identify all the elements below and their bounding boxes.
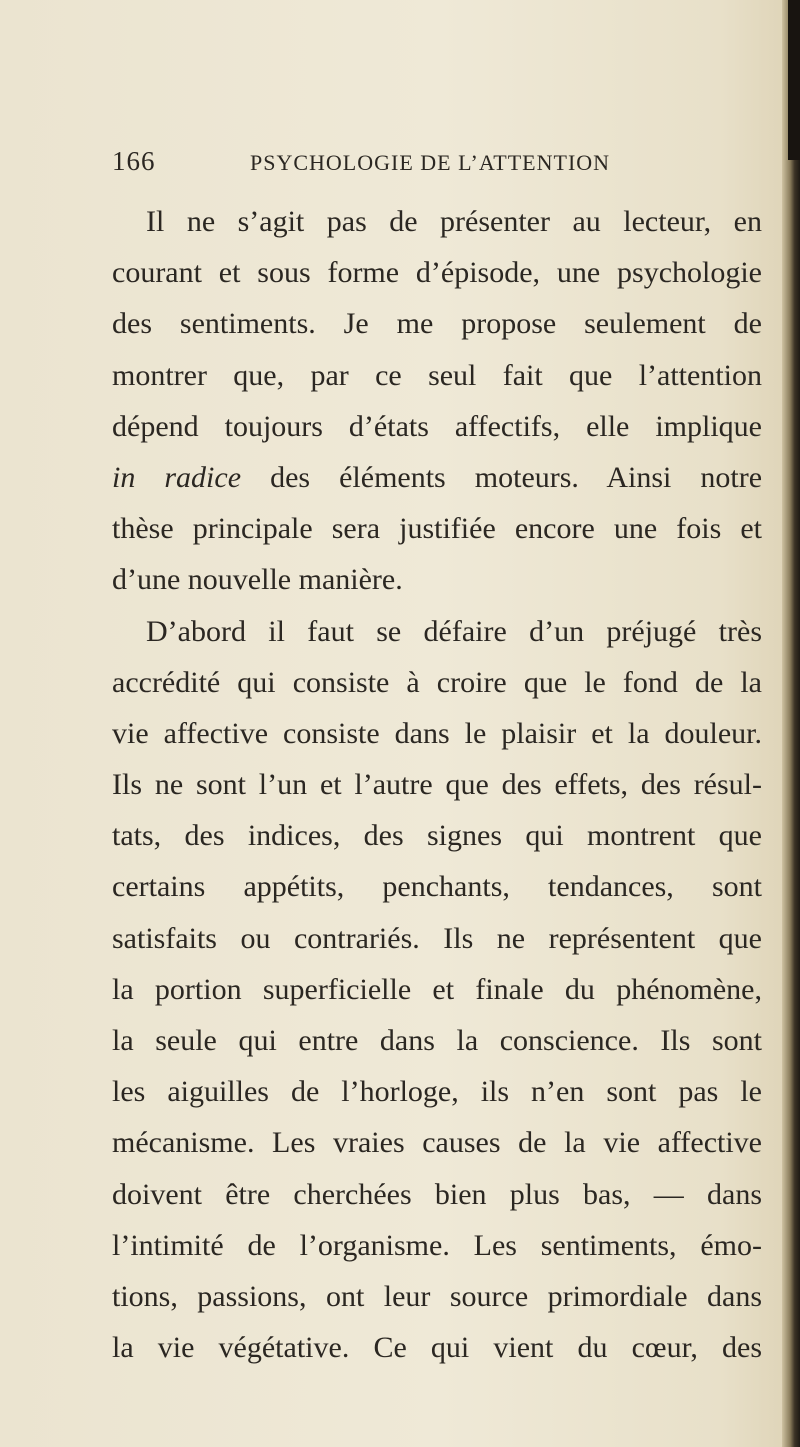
text-line: mécanisme. Les vraies causes de la vie affective [112,1126,762,1160]
italic-phrase: in radice [112,460,242,494]
paragraph-1 [112,196,762,606]
text-line: la vie végétative. Ce qui vient du cœur, des [112,1331,762,1365]
page-number: 166 [112,146,156,176]
text-line: montrer que, par ce seul fait que l’attention [112,358,762,392]
text-line: Ils ne sont l’un et l’autre que des effets, des résul- [112,768,762,802]
text-line: les aiguilles de l’horloge, ils n’en sont pas le [112,1075,762,1109]
text-line: D’abord il faut se défaire d’un préjugé très [146,614,762,648]
text-line: courant et sous forme d’épisode, une psychologie [112,256,762,290]
text-line: satisfaits ou contrariés. Ils ne représentent que [112,921,762,955]
text-line: la seule qui entre dans la conscience. Ils sont [112,1024,762,1057]
text-line: d’une nouvelle manière. [112,563,403,597]
running-title: PSYCHOLOGIE DE L’ATTENTION [250,150,611,175]
text-line: Il ne s’agit pas de présenter au lecteur, en [146,205,762,238]
running-head [112,146,762,180]
page-binding-shadow [788,0,800,160]
text-line: thèse principale sera justifiée encore une fois et [112,512,762,546]
text-line: tats, des indices, des signes qui montrent que [112,819,762,853]
text-line: la portion superficielle et finale du phénomène, [112,972,762,1006]
text-line: des sentiments. Je me propose seulement de [112,307,762,341]
text-line: l’intimité de l’organisme. Les sentiments, émo- [112,1228,762,1262]
text-line: certains appétits, penchants, tendances, sont [112,870,762,904]
text-line: dépend toujours d’états affectifs, elle implique [112,409,762,443]
text-line-with-italic [112,452,762,503]
body-text [112,196,762,1373]
text-line-rest: des éléments moteurs. Ainsi notre [270,460,763,494]
text-line: tions, passions, ont leur source primordiale dans [112,1279,762,1313]
text-line: vie affective consiste dans le plaisir et la douleur. [112,716,762,750]
paragraph-2 [112,606,762,1374]
text-line: doivent être cherchées bien plus bas, — dans [112,1177,762,1211]
page-binding-edge [782,0,800,1447]
text-line: accrédité qui consiste à croire que le fond de la [112,665,762,699]
